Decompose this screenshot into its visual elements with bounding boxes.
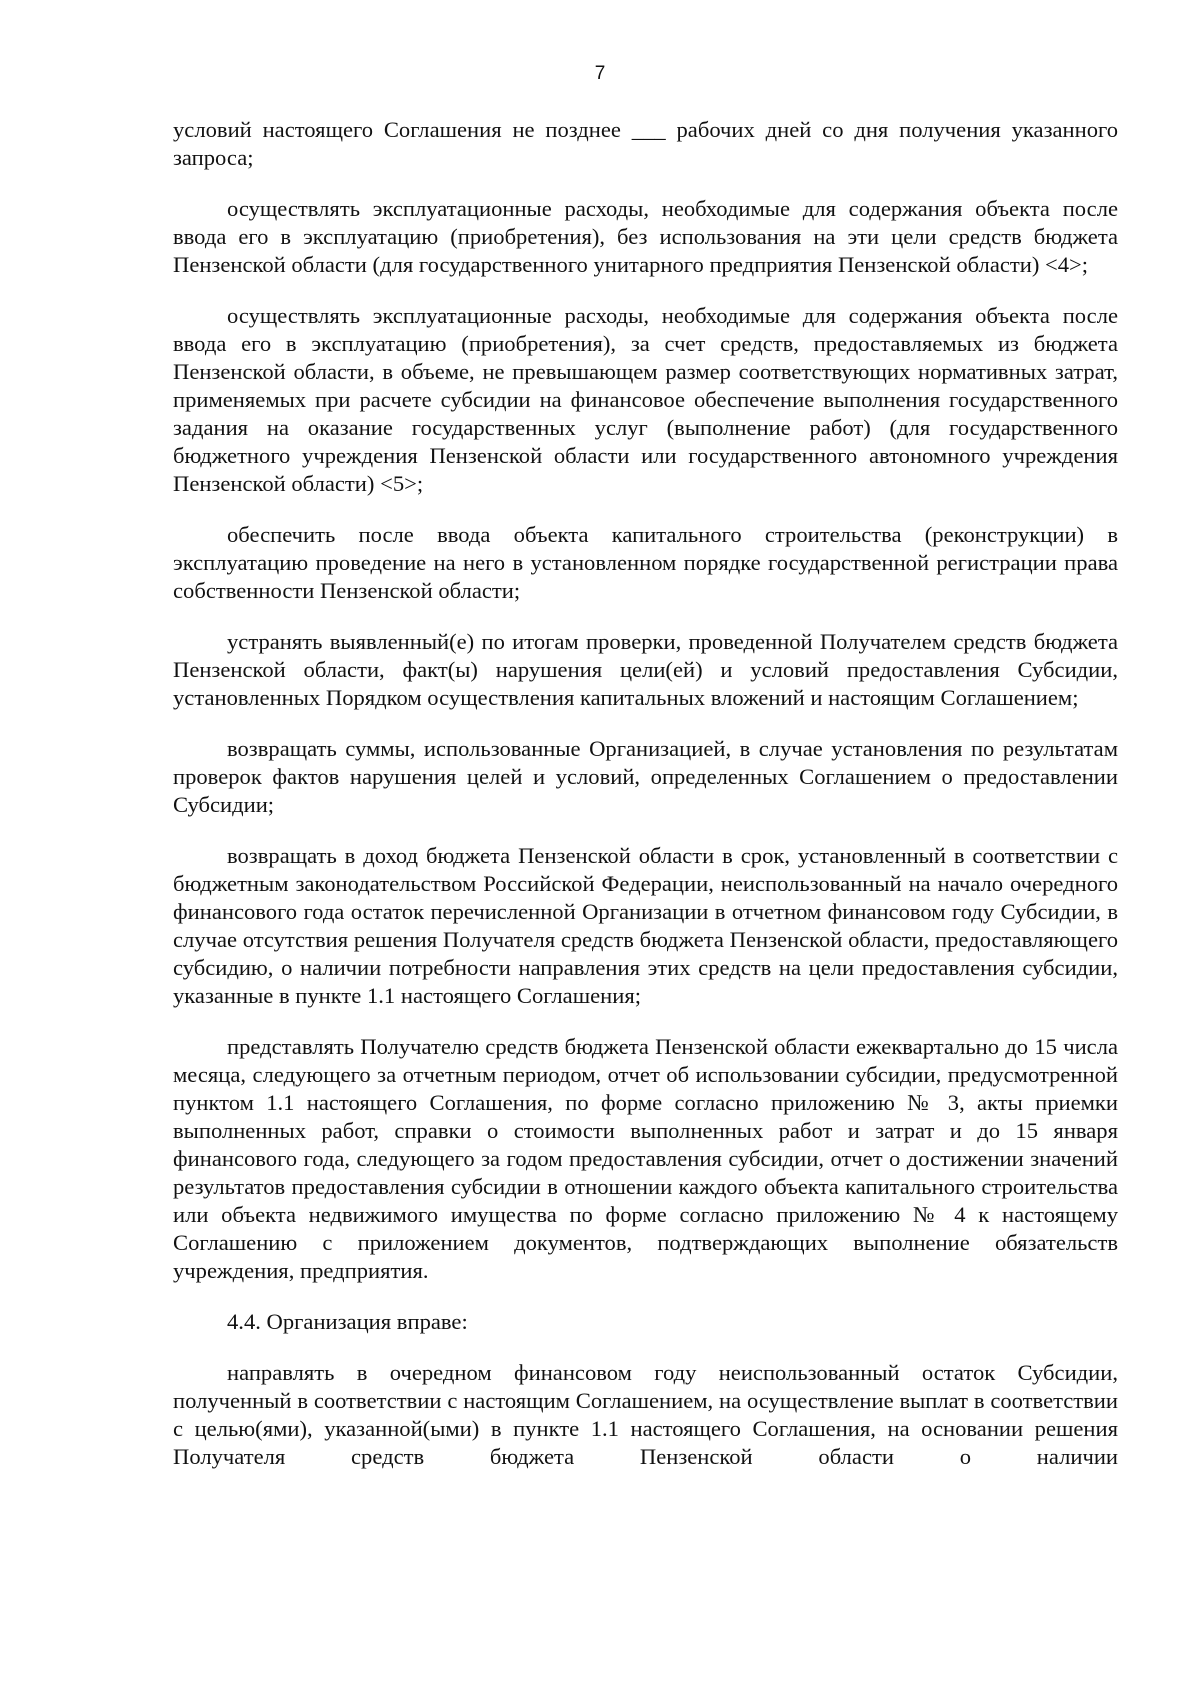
paragraph-operating-costs-unitary: осуществлять эксплуатационные расходы, необходимые для содержания объекта после ввода его в эксплуатацию (приобретения), без использования на эти цели средств бюджета Пензенской области (для государственного унитарного предприятия Пензенской области) <4>; <box>173 196 1118 277</box>
paragraph-eliminate-violations: устранять выявленный(е) по итогам проверки, проведенной Получателем средств бюджета Пензенской области, факт(ы) нарушения цели(ей) и условий предоставления Субсидии, установленных Порядком осуществления капитальных вложений и настоящим Соглашением; <box>173 629 1118 710</box>
paragraph-ownership-registration: обеспечить после ввода объекта капитального строительства (реконструкции) в эксплуатацию проведение на него в установленном порядке государственной регистрации права собственности Пензенской области; <box>173 522 1118 603</box>
paragraph-response-deadline: условий настоящего Соглашения не позднее ___ рабочих дней со дня получения указанного запроса; <box>173 117 1118 170</box>
document-body <box>173 116 1118 1471</box>
paragraph-operating-costs-budget-institution: осуществлять эксплуатационные расходы, необходимые для содержания объекта после ввода его в эксплуатацию (приобретения), за счет средств, предоставляемых из бюджета Пензенской области, в объеме, не превышающем размер соответствующих нормативных затрат, применяемых при расчете субсидии на финансовое обеспечение выполнения государственного задания на оказание государственных услуг (выполнение работ) (для государственного бюджетного учреждения Пензенской области или государственного автономного учреждения Пензенской области) <5>; <box>173 303 1118 496</box>
paragraph-return-amounts: возвращать суммы, использованные Организацией, в случае установления по результатам проверок фактов нарушения целей и условий, определенных Соглашением о предоставлении Субсидии; <box>173 736 1118 817</box>
clause-heading-4-4: 4.4. Организация вправе: <box>227 1309 468 1334</box>
paragraph-direct-unused-balance: направлять в очередном финансовом году неиспользованный остаток Субсидии, полученный в соответствии с настоящим Соглашением, на осуществление выплат в соответствии с целью(ями), указанной(ыми) в пункте 1.1 настоящего Соглашения, на основании решения Получателя средств бюджета Пензенской области о наличии <box>173 1360 1118 1469</box>
paragraph-return-unused-balance: возвращать в доход бюджета Пензенской области в срок, установленный в соответствии с бюджетным законодательством Российской Федерации, неиспользованный на начало очередного финансового года остаток перечисленной Организации в отчетном финансовом году Субсидии, в случае отсутствия решения Получателя средств бюджета Пензенской области, предоставляющего субсидию, о наличии потребности направления этих средств на цели предоставления субсидии, указанные в пункте 1.1 настоящего Соглашения; <box>173 843 1118 1008</box>
page-number: 7 <box>594 63 606 84</box>
paragraph-quarterly-reporting: представлять Получателю средств бюджета Пензенской области ежеквартально до 15 числа месяца, следующего за отчетным периодом, отчет об использовании субсидии, предусмотренной пунктом 1.1 настоящего Соглашения, по форме согласно приложению № 3, акты приемки выполненных работ, справки о стоимости выполненных работ и затрат и до 15 января финансового года, следующего за годом предоставления субсидии, отчет о достижении значений результатов предоставления субсидии в отношении каждого объекта капитального строительства или объекта недвижимого имущества по форме согласно приложению № 4 к настоящему Соглашению с приложением документов, подтверждающих выполнение обязательств учреждения, предприятия. <box>173 1034 1118 1283</box>
